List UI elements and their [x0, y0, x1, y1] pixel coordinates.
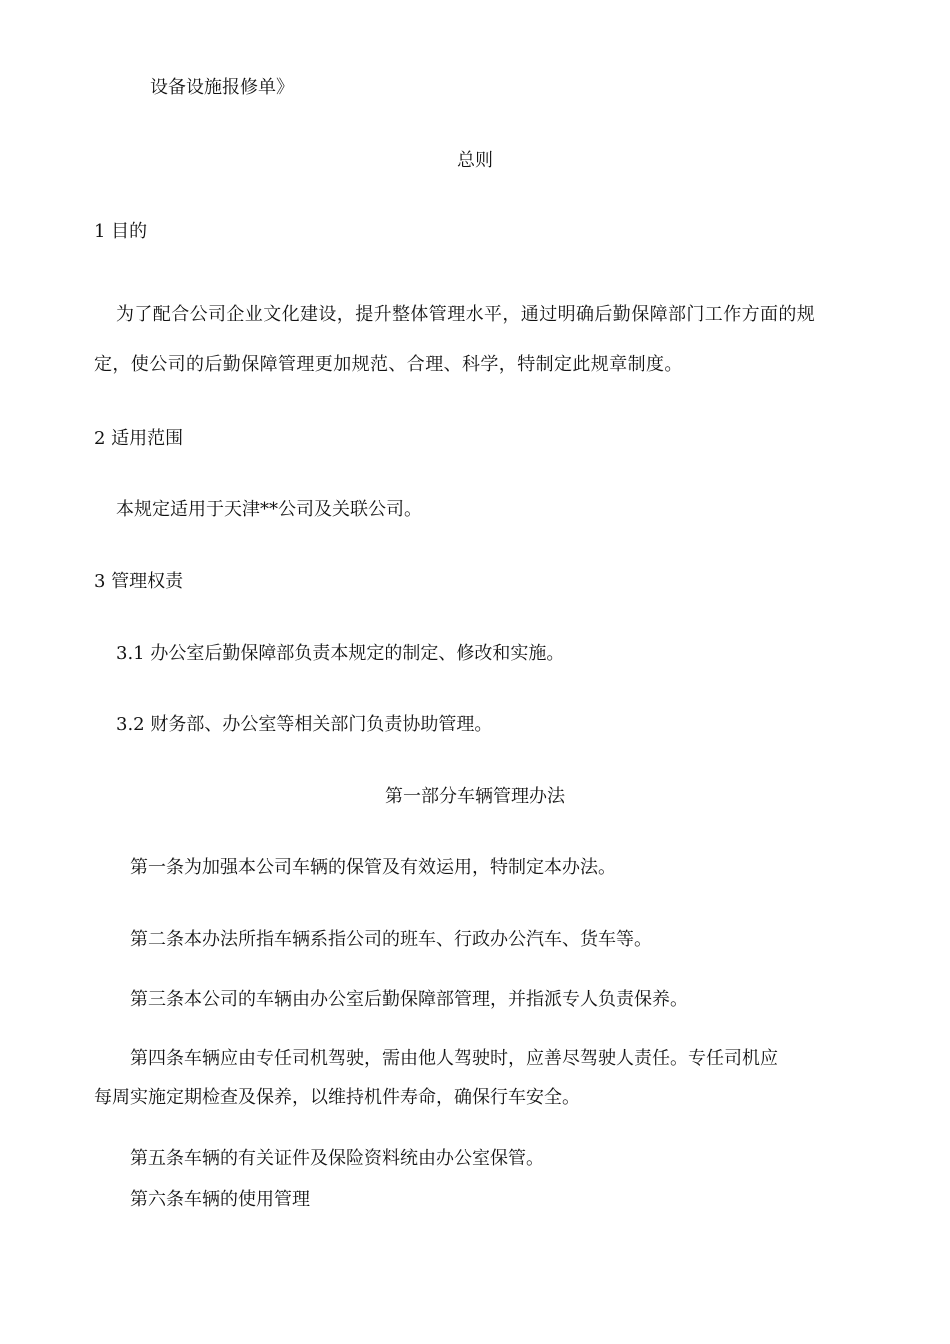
section-3-item-2: 3.2 财务部、办公室等相关部门负责协助管理。: [116, 714, 493, 735]
article-4-line-2: 每周实施定期检查及保养，以维持机件寿命，确保行车安全。: [94, 1087, 580, 1108]
section-1-paragraph-line-2: 定，使公司的后勤保障管理更加规范、合理、科学，特制定此规章制度。: [94, 354, 683, 375]
article-3: 第三条本公司的车辆由办公室后勤保障部管理，并指派专人负责保养。: [130, 989, 688, 1010]
general-heading: 总则: [457, 150, 493, 171]
top-fragment-text: 设备设施报修单》: [150, 77, 294, 98]
section-3-heading: 3 管理权责: [94, 571, 184, 592]
section-2-paragraph: 本规定适用于天津**公司及关联公司。: [116, 499, 422, 520]
article-2: 第二条本办法所指车辆系指公司的班车、行政办公汽车、货车等。: [130, 929, 652, 950]
article-5: 第五条车辆的有关证件及保险资料统由办公室保管。: [130, 1148, 544, 1169]
section-1-heading: 1 目的: [94, 221, 148, 242]
section-1-paragraph-line-1: 为了配合公司企业文化建设，提升整体管理水平，通过明确后勤保障部门工作方面的规: [116, 304, 816, 325]
part-1-heading: 第一部分车辆管理办法: [385, 786, 565, 807]
section-2-heading: 2 适用范围: [94, 428, 184, 449]
article-6: 第六条车辆的使用管理: [130, 1189, 310, 1210]
article-1: 第一条为加强本公司车辆的保管及有效运用，特制定本办法。: [130, 857, 616, 878]
article-4-line-1: 第四条车辆应由专任司机驾驶，需由他人驾驶时，应善尽驾驶人责任。专任司机应: [130, 1048, 778, 1069]
section-3-item-1: 3.1 办公室后勤保障部负责本规定的制定、修改和实施。: [116, 643, 565, 664]
